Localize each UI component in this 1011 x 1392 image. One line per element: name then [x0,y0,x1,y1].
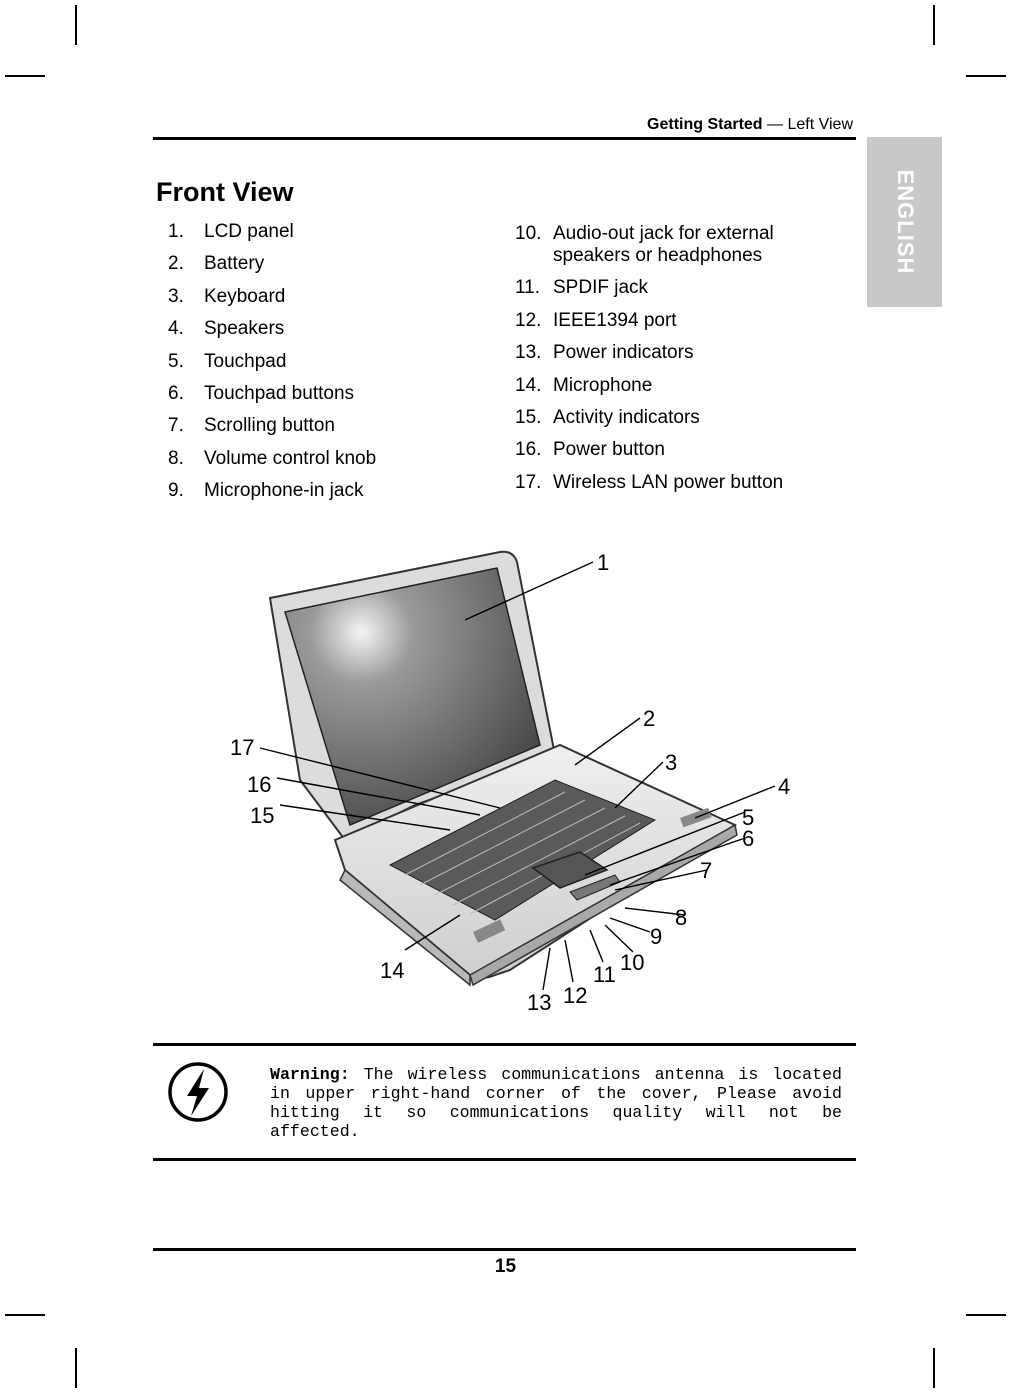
callout-1: 1 [597,550,610,575]
laptop-front-view-figure [215,540,805,1020]
running-header [647,116,853,134]
item-number: 7. [168,415,184,437]
component-list-item [515,223,835,267]
callout-5: 5 [742,805,755,830]
crop-mark [966,75,1006,77]
item-label: Touchpad [204,350,287,372]
callout-12: 12 [563,983,588,1008]
component-list-left [168,221,468,513]
item-label: Activity indicators [553,406,700,428]
item-number: 15. [515,406,542,428]
component-list-item [515,277,835,299]
item-label: IEEE1394 port [553,309,677,331]
item-number: 12. [515,309,542,331]
item-number: 8. [168,447,184,469]
component-list-item [515,472,835,494]
item-label: Battery [204,253,265,275]
component-list-item [168,480,468,502]
component-list-item [168,351,468,373]
item-number: 17. [515,471,542,493]
callout-15: 15 [250,803,275,828]
callout-3: 3 [665,750,678,775]
crop-mark [5,75,45,77]
item-number: 5. [168,350,184,372]
item-label: Keyboard [204,285,286,307]
header-rule [153,137,856,140]
crop-mark [933,1348,935,1388]
item-label: Wireless LAN power button [553,471,784,493]
language-tab-label: ENGLISH [892,169,918,275]
callout-8: 8 [675,905,688,930]
crop-mark [75,1348,77,1388]
header-subsection: Left View [787,116,853,133]
component-list-item [515,375,835,397]
warning-label: Warning: [270,1065,350,1084]
callout-6: 6 [742,826,755,851]
item-label: Audio-out jack for external speakers or headphones [553,223,774,266]
callout-2: 2 [643,706,656,731]
item-number: 6. [168,382,184,404]
header-section: Getting Started [647,116,763,133]
item-label: SPDIF jack [553,277,649,299]
callout-10: 10 [620,950,645,975]
item-label: Microphone [553,374,653,396]
language-tab [867,137,942,307]
header-separator: — [762,116,788,133]
item-number: 10. [515,223,542,244]
callout-17: 17 [230,735,255,760]
component-list-item [168,318,468,340]
item-label: Volume control knob [204,447,377,469]
item-number: 13. [515,342,542,364]
component-list-item [515,342,835,364]
component-list-item [168,286,468,308]
callout-14: 14 [380,958,405,983]
item-label: Scrolling button [204,415,335,437]
warning-bottom-rule [153,1158,856,1161]
warning-body: The wireless communications antenna is located in upper right-hand corner of the cover, Please avoid hitting it so communications quality will not be affected. [270,1065,842,1141]
callout-7: 7 [700,858,713,883]
item-number: 14. [515,374,542,396]
callout-13: 13 [527,990,552,1015]
item-number: 1. [168,221,184,242]
callout-11: 11 [593,962,616,987]
item-label: Speakers [204,318,285,340]
component-list-item [168,448,468,470]
item-label: Power button [553,439,665,461]
item-number: 9. [168,480,184,502]
crop-mark [5,1314,45,1316]
callout-9: 9 [650,924,663,949]
item-label: Touchpad buttons [204,382,355,404]
page-number: 15 [494,1256,517,1277]
crop-mark [933,5,935,45]
item-number: 11. [515,277,541,299]
footer-rule [153,1248,856,1251]
item-number: 16. [515,439,542,461]
crop-mark [966,1314,1006,1316]
component-list-item [515,439,835,461]
item-label: LCD panel [204,221,294,242]
component-list-item [168,253,468,275]
component-list-item [168,415,468,437]
warning-message [270,1065,842,1141]
component-list-item [515,310,835,332]
page-title: Front View [156,177,294,207]
crop-mark [75,5,77,45]
component-list-item [515,407,835,429]
warning-top-rule [153,1043,856,1046]
item-number: 2. [168,253,184,275]
item-label: Power indicators [553,342,694,364]
component-list-item [168,383,468,405]
lightning-bolt-icon [167,1061,229,1123]
item-number: 3. [168,285,184,307]
callout-4: 4 [778,774,791,799]
component-list-item [168,221,468,243]
item-label: Microphone-in jack [204,480,364,502]
callout-16: 16 [247,772,272,797]
item-number: 4. [168,318,184,340]
component-list-right [515,223,835,504]
